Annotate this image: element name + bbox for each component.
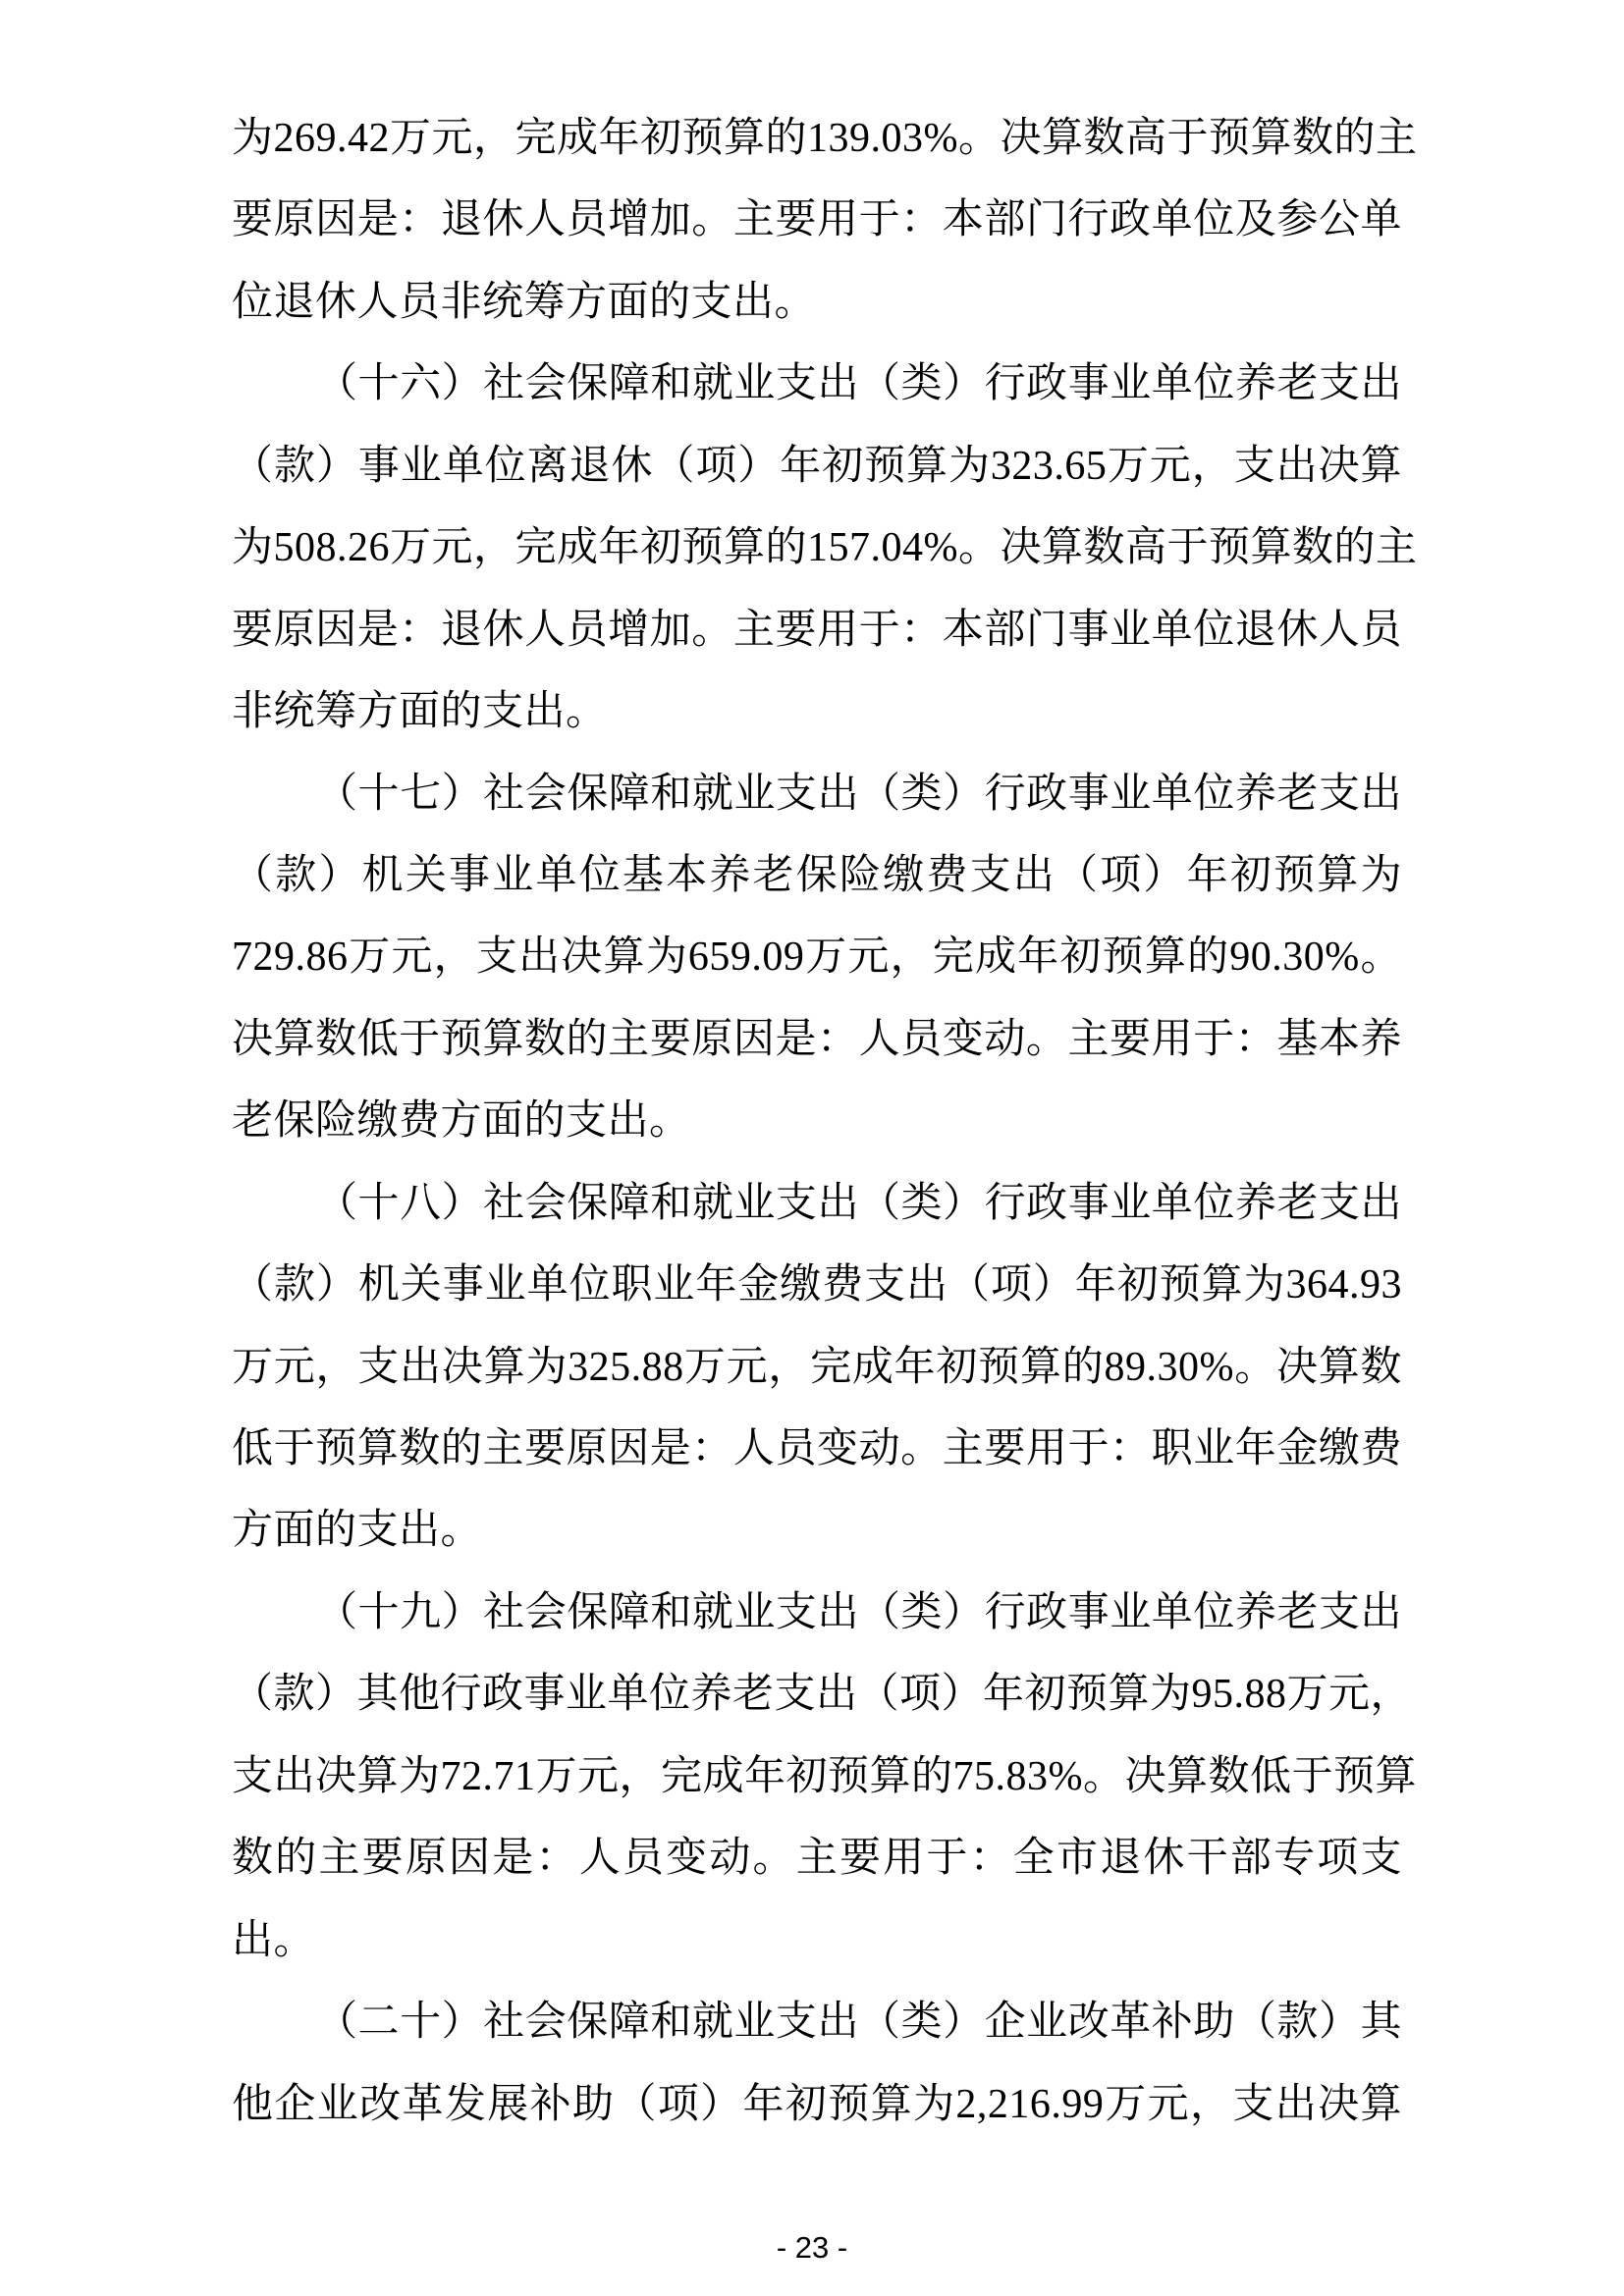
text-line: 位退休人员非统筹方面的支出。 (232, 279, 817, 325)
text-line: 为269.42万元，完成年初预算的139.03%。决算数高于预算数的主 (232, 116, 1418, 161)
section-20-heading-line: （二十）社会保障和就业支出（类）企业改革补助（款）其 (316, 2000, 1402, 2046)
text-line: 出。 (232, 1917, 316, 1963)
text-line: 非统筹方面的支出。 (232, 689, 608, 735)
text-line: （款）机关事业单位职业年金缴费支出（项）年初预算为364.93 (232, 1262, 1402, 1308)
text-line: 支出决算为72.71万元，完成年初预算的75.83%。决算数低于预算 (232, 1753, 1417, 1799)
text-line: （款）机关事业单位基本养老保险缴费支出（项）年初预算为 (232, 852, 1402, 898)
section-19-heading-line: （十九）社会保障和就业支出（类）行政事业单位养老支出 (316, 1589, 1402, 1635)
text-line: 决算数低于预算数的主要原因是：人员变动。主要用于：基本养 (232, 1016, 1402, 1062)
section-18-heading-line: （十八）社会保障和就业支出（类）行政事业单位养老支出 (316, 1180, 1402, 1226)
text-line: 要原因是：退休人员增加。主要用于：本部门事业单位退休人员 (232, 607, 1402, 653)
text-line: （款）事业单位离退休（项）年初预算为323.65万元，支出决算 (232, 443, 1402, 489)
text-line: （款）其他行政事业单位养老支出（项）年初预算为95.88万元， (232, 1672, 1413, 1718)
text-line: 低于预算数的主要原因是：人员变动。主要用于：职业年金缴费 (232, 1426, 1402, 1471)
text-line: 老保险缴费方面的支出。 (232, 1098, 691, 1145)
text-line: 为508.26万元，完成年初预算的157.04%。决算数高于预算数的主 (232, 525, 1418, 571)
text-line: 方面的支出。 (232, 1508, 483, 1554)
text-line: 729.86万元，支出决算为659.09万元，完成年初预算的90.30%。 (232, 934, 1402, 981)
section-17-heading-line: （十七）社会保障和就业支出（类）行政事业单位养老支出 (316, 771, 1402, 817)
text-line: 他企业改革发展补助（项）年初预算为2,216.99万元，支出决算 (232, 2081, 1402, 2127)
text-line: 万元，支出决算为325.88万元，完成年初预算的89.30%。决算数 (232, 1344, 1402, 1390)
page-number: - 23 - (776, 2230, 848, 2265)
text-line: 数的主要原因是：人员变动。主要用于：全市退休干部专项支 (232, 1836, 1402, 1882)
text-line: 要原因是：退休人员增加。主要用于：本部门行政单位及参公单 (232, 197, 1402, 243)
section-16-heading-line: （十六）社会保障和就业支出（类）行政事业单位养老支出 (316, 361, 1402, 407)
document-body (232, 98, 1418, 2146)
